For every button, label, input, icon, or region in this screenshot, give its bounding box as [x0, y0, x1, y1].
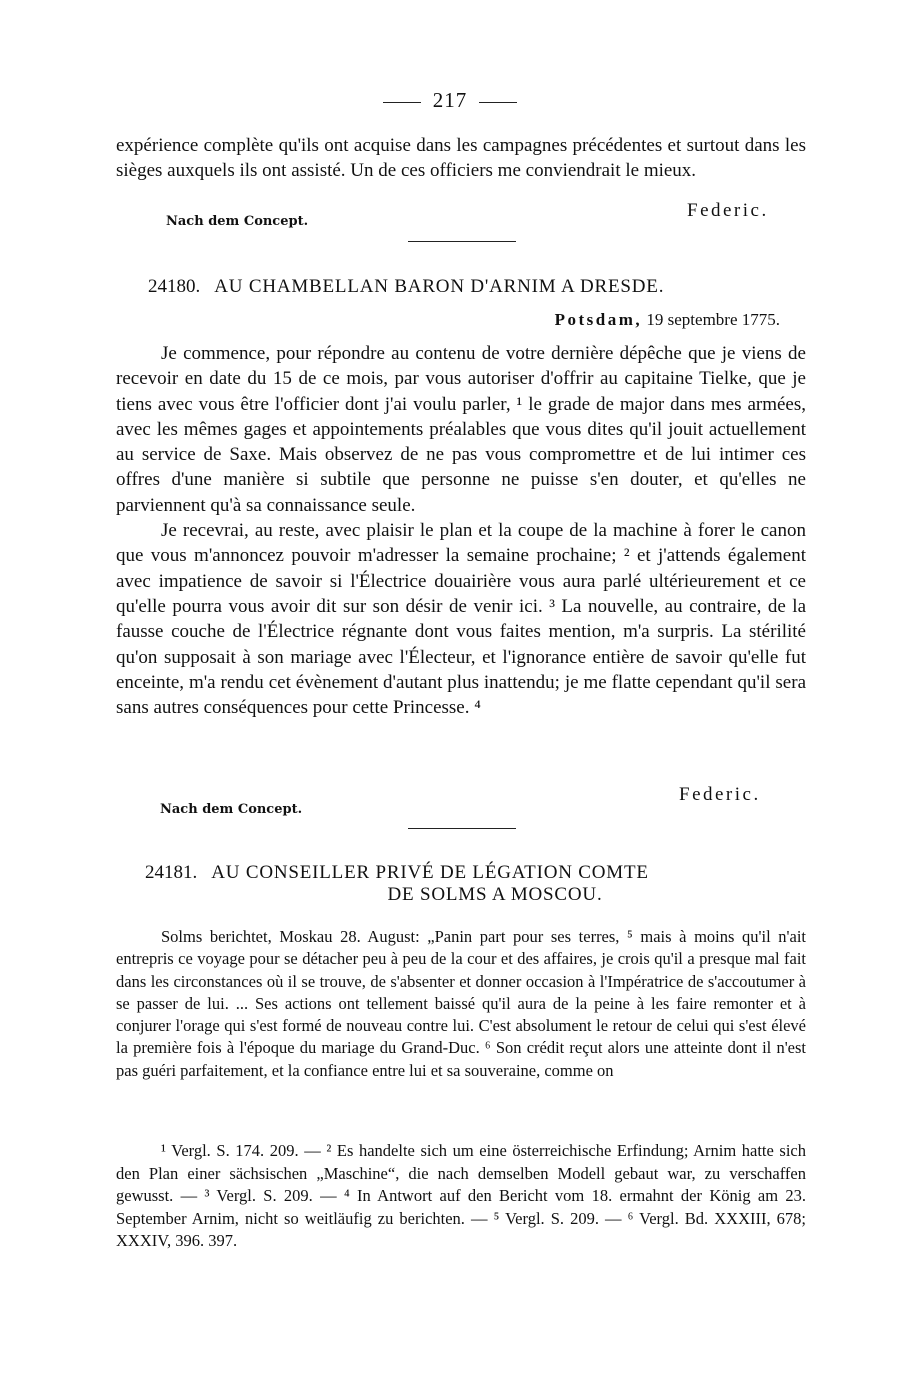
paragraph: Je commence, pour répondre au contenu de votre dernière dépêche que je viens de recevoir en date du 15 de ce mois, par vous autoriser d'offrir au capitaine Tielke, que je tiens avec vous être l'officier dont j'ai voulu parler, ¹ le grade de major dans mes armées, avec les mêmes gages et appointements préalables que vous dites qu'il jouit actuellement au service de Saxe. Mais observez de ne pas vous compromettre et de lui intimer ces offres d'une manière si subtile que personne ne puisse s'en douter, et qu'elles ne parviennent qu'à sa connaissance seule.	[116, 343, 806, 516]
signature: Federic.	[679, 784, 761, 805]
concept-note: Nach dem Concept.	[160, 802, 303, 817]
paragraph: Je recevrai, au reste, avec plaisir le plan et la coupe de la machine à forer le canon que vous m'annoncez pouvoir m'adresser la semaine prochaine; ² et j'attends également avec impatience de savoir si l'Électrice douairière vous aura parlé ultérieurement et ce qu'elle pourra vous avoir dit sur son désir de venir ici. ³ La nouvelle, au contraire, de la fausse couche de l'Électrice régnante dont vous faites mention, m'a surpris. La stérilité qu'on supposait à son mariage avec l'Électeur, et l'ignorance entière de savoir qu'elle fut enceinte, m'a rendu cet évènement d'autant plus inattendu; je me flatte cependant qu'il sera sans autres conséquences pour cette Princesse. ⁴	[116, 520, 806, 719]
document-number: 24181.	[145, 862, 198, 883]
dateline-date: 19 septembre 1775.	[646, 310, 780, 329]
document-title: AU CHAMBELLAN BARON D'ARNIM A DRESDE.	[214, 276, 665, 297]
letter-body-24181	[116, 926, 806, 1082]
dateline-place: Potsdam,	[554, 310, 643, 329]
footnotes	[116, 1140, 806, 1253]
page-number: 217	[432, 88, 468, 112]
dateline	[555, 310, 780, 330]
footnote-text: ¹ Vergl. S. 174. 209. — ² Es handelte sich um eine österreichische Erfindung; Arnim hatte sich den Plan einer sächsischen „Maschine“, die nach demselben Modell gebaut war, zu verschaffen gewusst. — ³ Vergl. S. 209. — ⁴ In Antwort auf den Bericht vom 18. ermahnt der König am 23. September Arnim, nicht so weitläufig zu berichten. — ⁵ Vergl. S. 209. — ⁶ Vergl. Bd. XXXIII, 678; XXXIV, 396. 397.	[116, 1141, 806, 1250]
letter-body-24180	[116, 341, 806, 720]
paragraph: Solms berichtet, Moskau 28. August: „Panin part pour ses terres, ⁵ mais à moins qu'il n'ait entrepris ce voyage pour se détacher peu à peu de la cour et des affaires, je crois qu'il a presque mal fait dans les circonstances où il se trouve, de s'absenter et donner occasion à l'Impératrice de s'accoutumer à se passer de lui. ... Ses actions ont tellement baissé qu'il aura de la peine à les faire remonter et à conjurer l'orage qui s'est formé de nouveau contre lui. C'est absolument le retour de celui qui s'est élevé la première fois à l'époque du mariage du Grand-Duc. ⁶ Son crédit reçut alors une atteinte dont il n'est pas guéri parfaitement, et la confiance entre lui et sa souveraine, comme on	[116, 927, 806, 1080]
continuation-paragraph: expérience complète qu'ils ont acquise dans les campagnes précédentes et surtout dans les sièges auxquels ils ont assisté. Un de ces officiers me conviendrait le mieux.	[116, 135, 806, 182]
concept-note: Nach dem Concept.	[166, 214, 309, 229]
section-divider	[408, 241, 516, 242]
signature: Federic.	[687, 200, 769, 221]
document-heading-24181	[145, 862, 785, 906]
page-header	[0, 88, 900, 113]
header-dash-left	[383, 102, 421, 103]
document-number: 24180.	[148, 276, 201, 297]
header-dash-right	[479, 102, 517, 103]
section-divider	[408, 828, 516, 829]
document-title-line1: AU CONSEILLER PRIVÉ DE LÉGATION COMTE	[211, 862, 649, 883]
document-title-line2: DE SOLMS A MOSCOU.	[387, 884, 603, 905]
document-heading-24180	[148, 276, 664, 298]
